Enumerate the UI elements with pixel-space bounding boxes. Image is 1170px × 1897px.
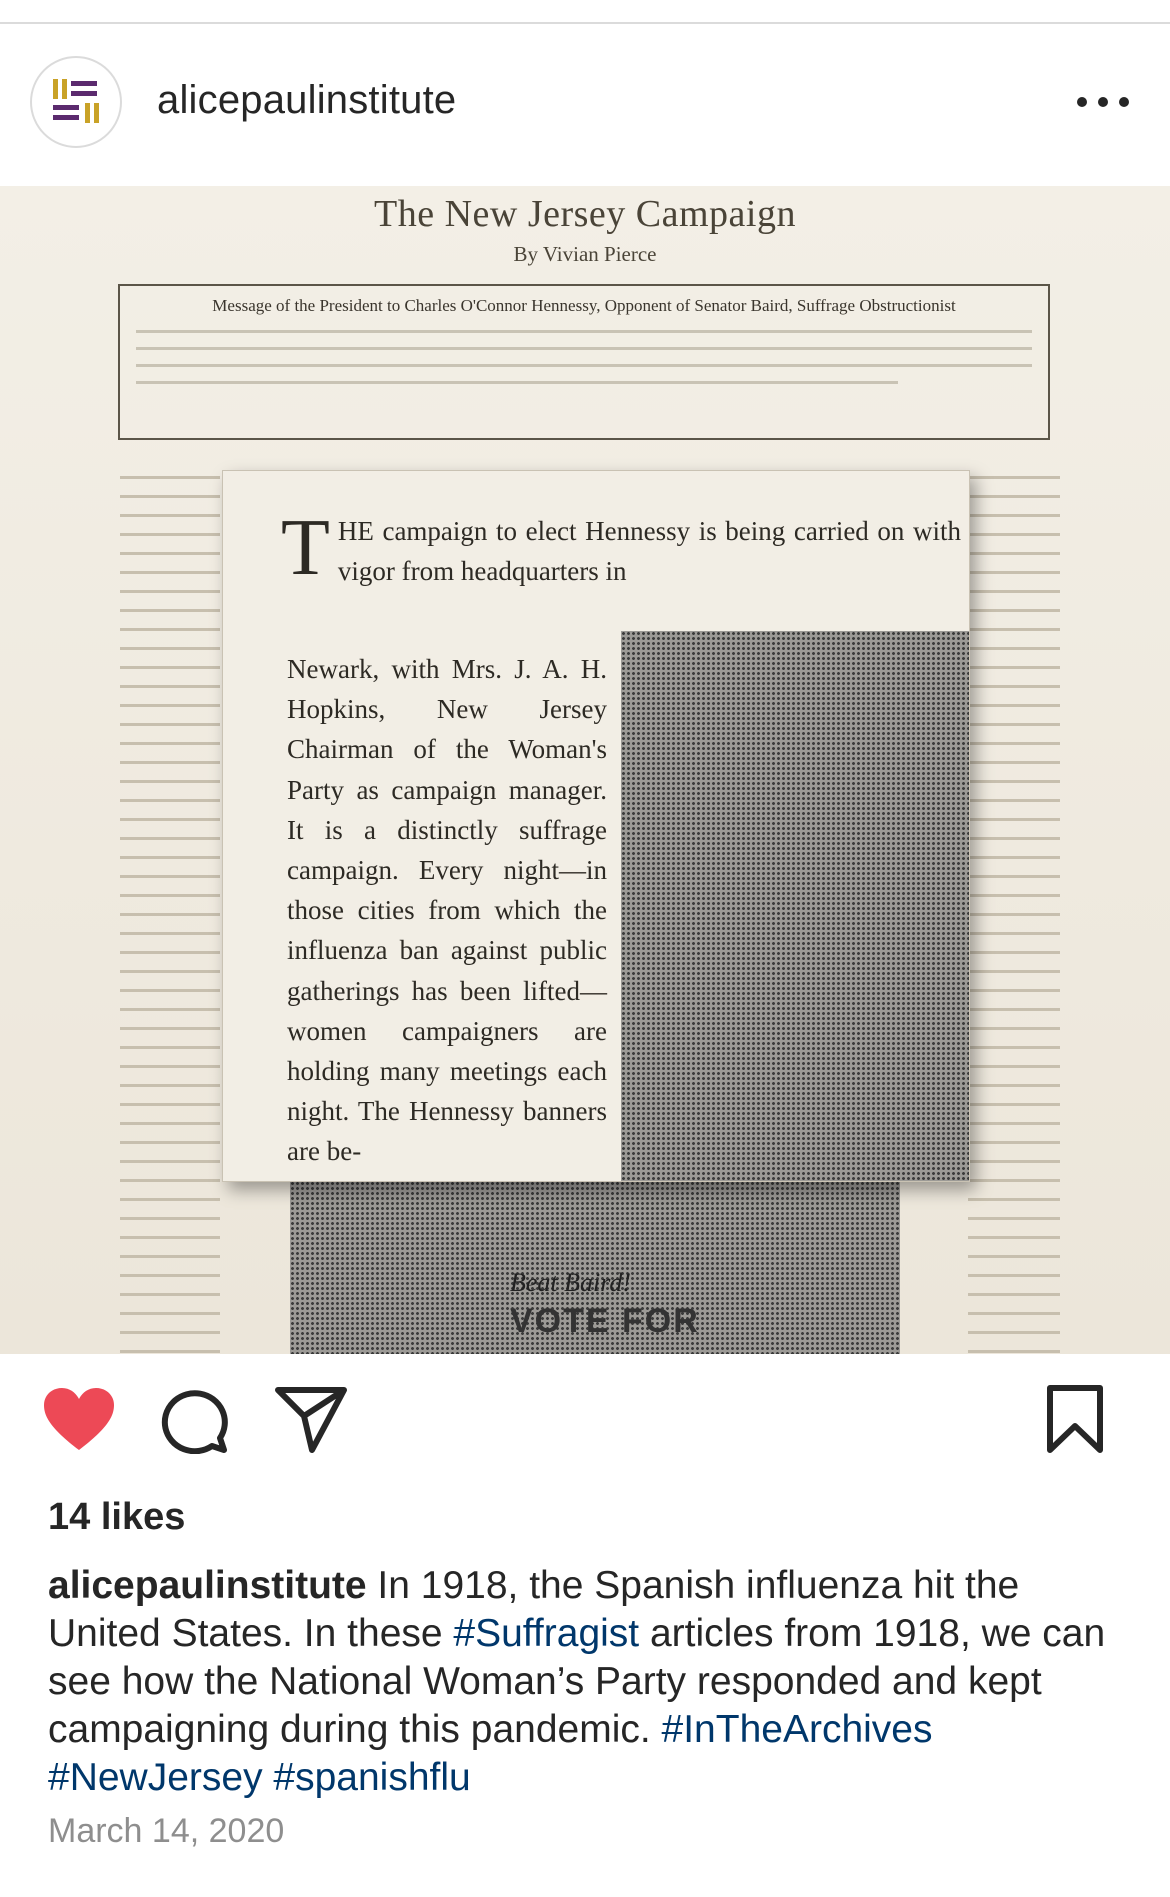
caption-text-1: In 1918, the Spanish influenza hit the United States. In these [48, 1564, 1020, 1655]
excerpt-column: Newark, with Mrs. J. A. H. Hopkins, New Jersey Chairman of the Woman's Party as campaign manager. It is a distinctly suffrage campaign. Every night—in those cities from which the influenza ban against public gatherings has been lifted—women campaigners are holding many meetings each night. The Hennessy banners are be- [287, 654, 607, 1167]
likes-count[interactable]: 14 likes [48, 1496, 186, 1538]
excerpt-opening [281, 504, 961, 592]
post-username[interactable]: alicepaulinstitute [157, 78, 457, 122]
message-title: Message of the President to Charles O'Connor Hennessy, Opponent of Senator Baird, Suffrage Obstructionist [212, 296, 956, 315]
caption-username[interactable]: alicepaulinstitute [48, 1564, 367, 1607]
president-message-box [118, 284, 1050, 440]
excerpt-dropcap: T [281, 504, 330, 592]
article-byline: By Vivian Pierce [513, 242, 657, 266]
right-column-text [968, 476, 1060, 1354]
post-caption [48, 1562, 1128, 1802]
post-header [0, 48, 1170, 168]
caption-text-2: articles from 1918, we can see how the National Woman’s Party responded and kept campaigning during this pandemic. [48, 1612, 1106, 1751]
hashtag-suffragist[interactable]: #Suffragist [453, 1612, 640, 1655]
zoomed-article-excerpt [222, 470, 970, 1182]
excerpt-opening-text: HE campaign to elect Hennessy is being carried on with vigor from headquarters in [337, 516, 961, 586]
hashtag-spanishflu[interactable]: #spanishflu [273, 1756, 471, 1799]
heart-filled-icon[interactable] [42, 1386, 116, 1452]
post-actions [0, 1380, 1170, 1470]
hashtag-inthearchives[interactable]: #InTheArchives [661, 1708, 933, 1751]
hashtag-newjersey[interactable]: #NewJersey [48, 1756, 263, 1799]
top-divider [0, 22, 1170, 24]
article-headline: The New Jersey Campaign [374, 193, 796, 235]
alice-paul-institute-logo-icon [47, 73, 105, 131]
comment-icon[interactable] [160, 1386, 230, 1454]
avatar[interactable] [30, 56, 122, 148]
share-icon[interactable] [274, 1386, 348, 1454]
post-image[interactable] [0, 186, 1170, 1354]
bookmark-icon[interactable] [1046, 1384, 1104, 1454]
banner-vote-for: VOTE FOR [510, 1302, 700, 1340]
more-options-icon[interactable] [1075, 80, 1131, 120]
left-column-text [120, 476, 220, 1354]
post-date: March 14, 2020 [48, 1812, 285, 1850]
banner-script: Beat Baird! [510, 1268, 632, 1297]
portrait-photo [621, 631, 969, 1181]
